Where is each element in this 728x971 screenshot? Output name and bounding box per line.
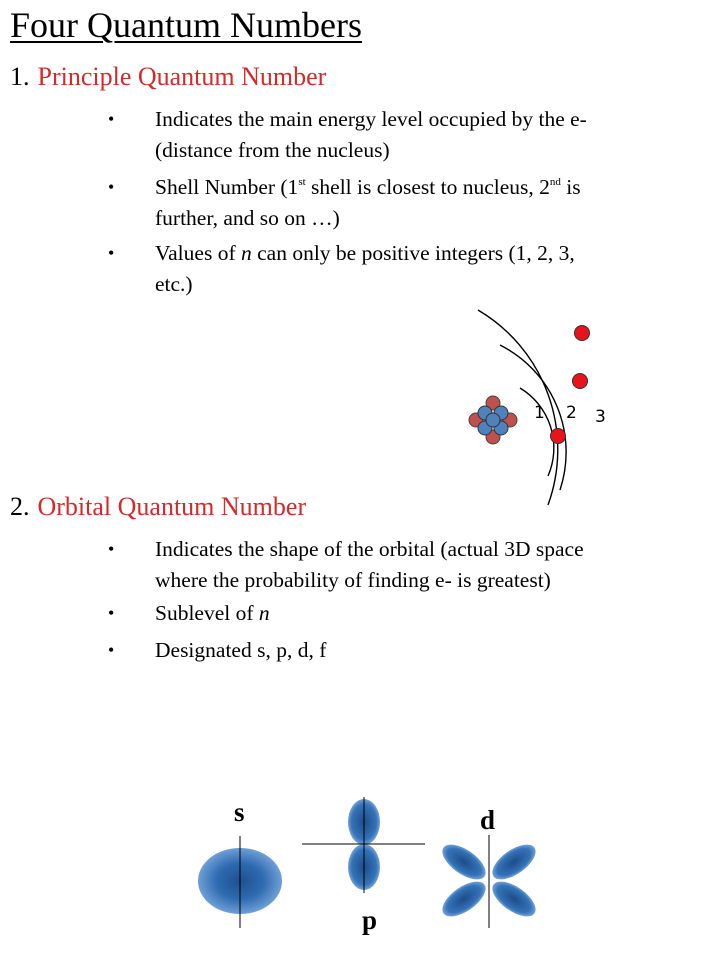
superscript-nd: nd [549, 176, 561, 188]
bullet-icon: • [108, 109, 115, 129]
shell-label-1: 1 [534, 403, 545, 423]
bullet-icon: • [108, 640, 115, 660]
p-orbital-label: p [362, 905, 378, 935]
bullet-text-line2: etc.) [155, 272, 193, 296]
section-1-number: 1. [10, 62, 30, 91]
bullet-text-line1: Indicates the shape of the orbital (actual 3D space [155, 537, 584, 561]
bullet-text-part: Shell Number (1 [155, 175, 299, 199]
bullet-text-line2: (distance from the nucleus) [155, 138, 390, 162]
section-1-name: Principle Quantum Number [37, 62, 327, 91]
variable-n: n [258, 601, 270, 625]
bullet-text-part: shell is closest to nucleus, 2 [305, 175, 550, 199]
superscript-st: st [298, 176, 306, 188]
bullet-icon: • [108, 539, 115, 559]
d-orbital-label: d [480, 805, 496, 835]
bullet-icon: • [108, 603, 115, 623]
bullet-icon: • [108, 243, 115, 263]
variable-n: n [240, 241, 252, 265]
bullet-text-part: can only be positive integers (1, 2, 3, [251, 241, 575, 265]
bullet-text-line2: where the probability of finding e- is greatest) [155, 568, 551, 592]
p-orbital [302, 797, 425, 893]
page-title: Four Quantum Numbers [10, 5, 362, 45]
section-2-name: Orbital Quantum Number [37, 492, 307, 521]
s-orbital-label: s [234, 797, 245, 827]
bullet-text-line1: Indicates the main energy level occupied by the e- [155, 107, 587, 131]
bullet-icon: • [108, 177, 115, 197]
section-2-number: 2. [10, 492, 30, 521]
bullet-text: Designated s, p, d, f [155, 638, 327, 662]
shell-label-3: 3 [595, 407, 606, 427]
bullet-text-part: Values of [155, 241, 241, 265]
bullet-text-part: is [560, 175, 581, 199]
bullet-text-line2: further, and so on …) [155, 206, 340, 230]
d-orbital [437, 835, 542, 928]
s-orbital [198, 836, 282, 928]
bullet-text-part: Sublevel of [155, 601, 259, 625]
shell-label-2: 2 [566, 403, 577, 423]
